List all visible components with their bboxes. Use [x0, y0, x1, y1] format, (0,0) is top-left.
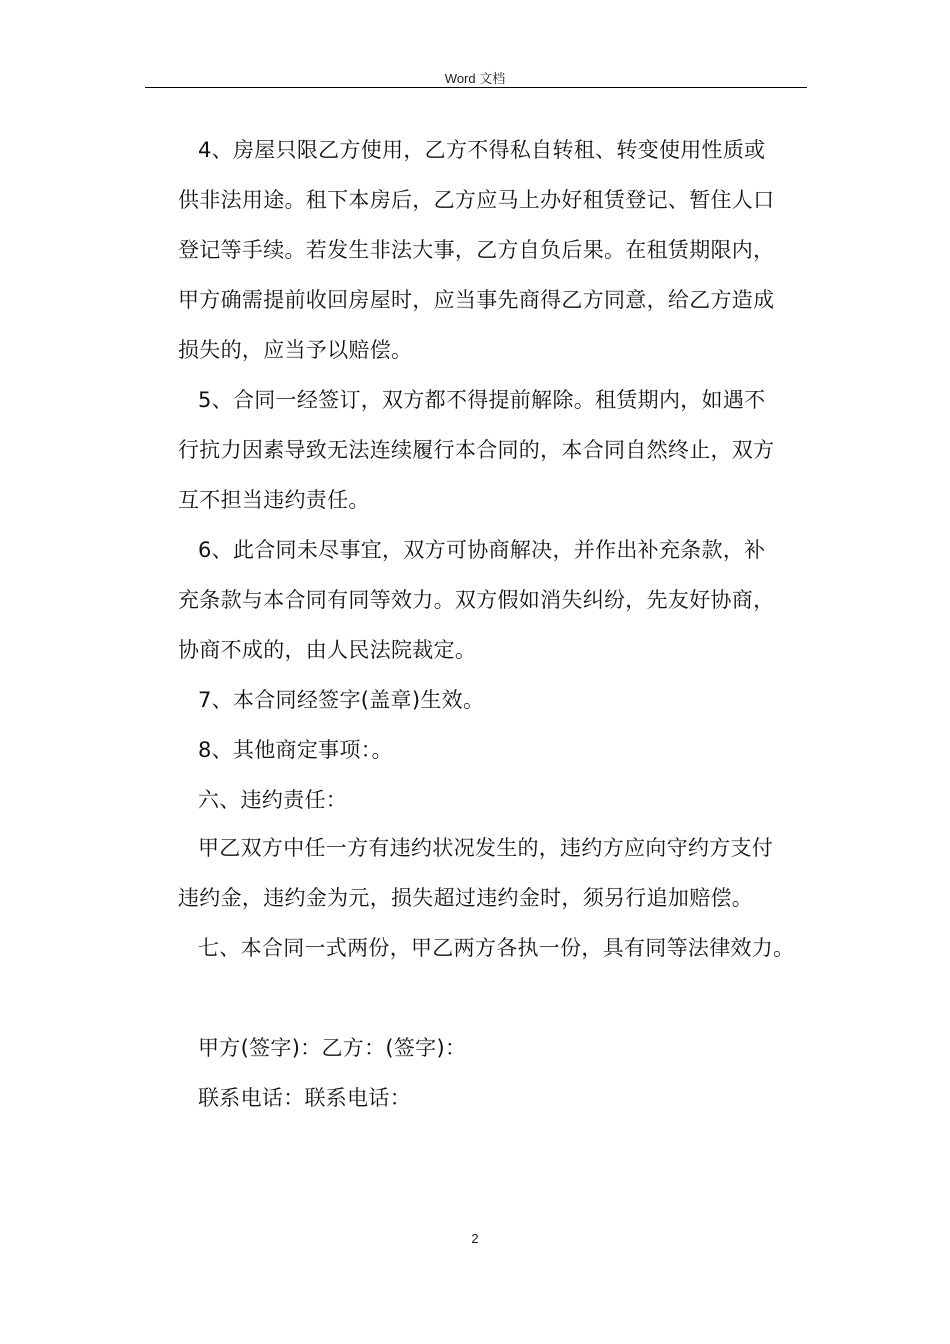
text-line: 5、合同一经签订，双方都不得提前解除。租赁期内，如遇不	[198, 388, 766, 412]
text-line: 8、其他商定事项：。	[198, 738, 393, 762]
text-line: 损失的，应当予以赔偿。	[178, 338, 413, 362]
header-rule	[145, 87, 807, 88]
text-line: 违约金，违约金为元，损失超过违约金时，须另行追加赔偿。	[178, 886, 754, 910]
text-line: 充条款与本合同有同等效力。双方假如消失纠纷，先友好协商，	[178, 588, 775, 612]
text-line: 七、本合同一式两份，甲乙两方各执一份，具有同等法律效力。	[198, 936, 795, 960]
text-line: 甲方(签字)：乙方：(签字)：	[198, 1036, 467, 1060]
page-number: 2	[471, 1231, 479, 1246]
text-line: 4、房屋只限乙方使用，乙方不得私自转租、转变使用性质或	[198, 138, 766, 162]
text-line: 行抗力因素导致无法连续履行本合同的，本合同自然终止，双方	[178, 438, 775, 462]
text-line: 6、此合同未尽事宜，双方可协商解决，并作出补充条款，补	[198, 538, 766, 562]
text-line: 甲方确需提前收回房屋时，应当事先商得乙方同意，给乙方造成	[178, 288, 775, 312]
text-line: 联系电话：联系电话：	[198, 1086, 411, 1110]
text-line: 供非法用途。租下本房后，乙方应马上办好租赁登记、暂住人口	[178, 188, 775, 212]
text-line: 六、违约责任：	[198, 788, 348, 812]
text-line: 协商不成的，由人民法院裁定。	[178, 638, 477, 662]
text-line: 7、本合同经签字(盖章)生效。	[198, 688, 485, 712]
text-line: 互不担当违约责任。	[178, 488, 370, 512]
text-line: 登记等手续。若发生非法大事，乙方自负后果。在租赁期限内，	[178, 238, 775, 262]
text-line: 甲乙双方中任一方有违约状况发生的，违约方应向守约方支付	[198, 836, 774, 860]
page-header-title: Word 文档	[444, 71, 506, 86]
